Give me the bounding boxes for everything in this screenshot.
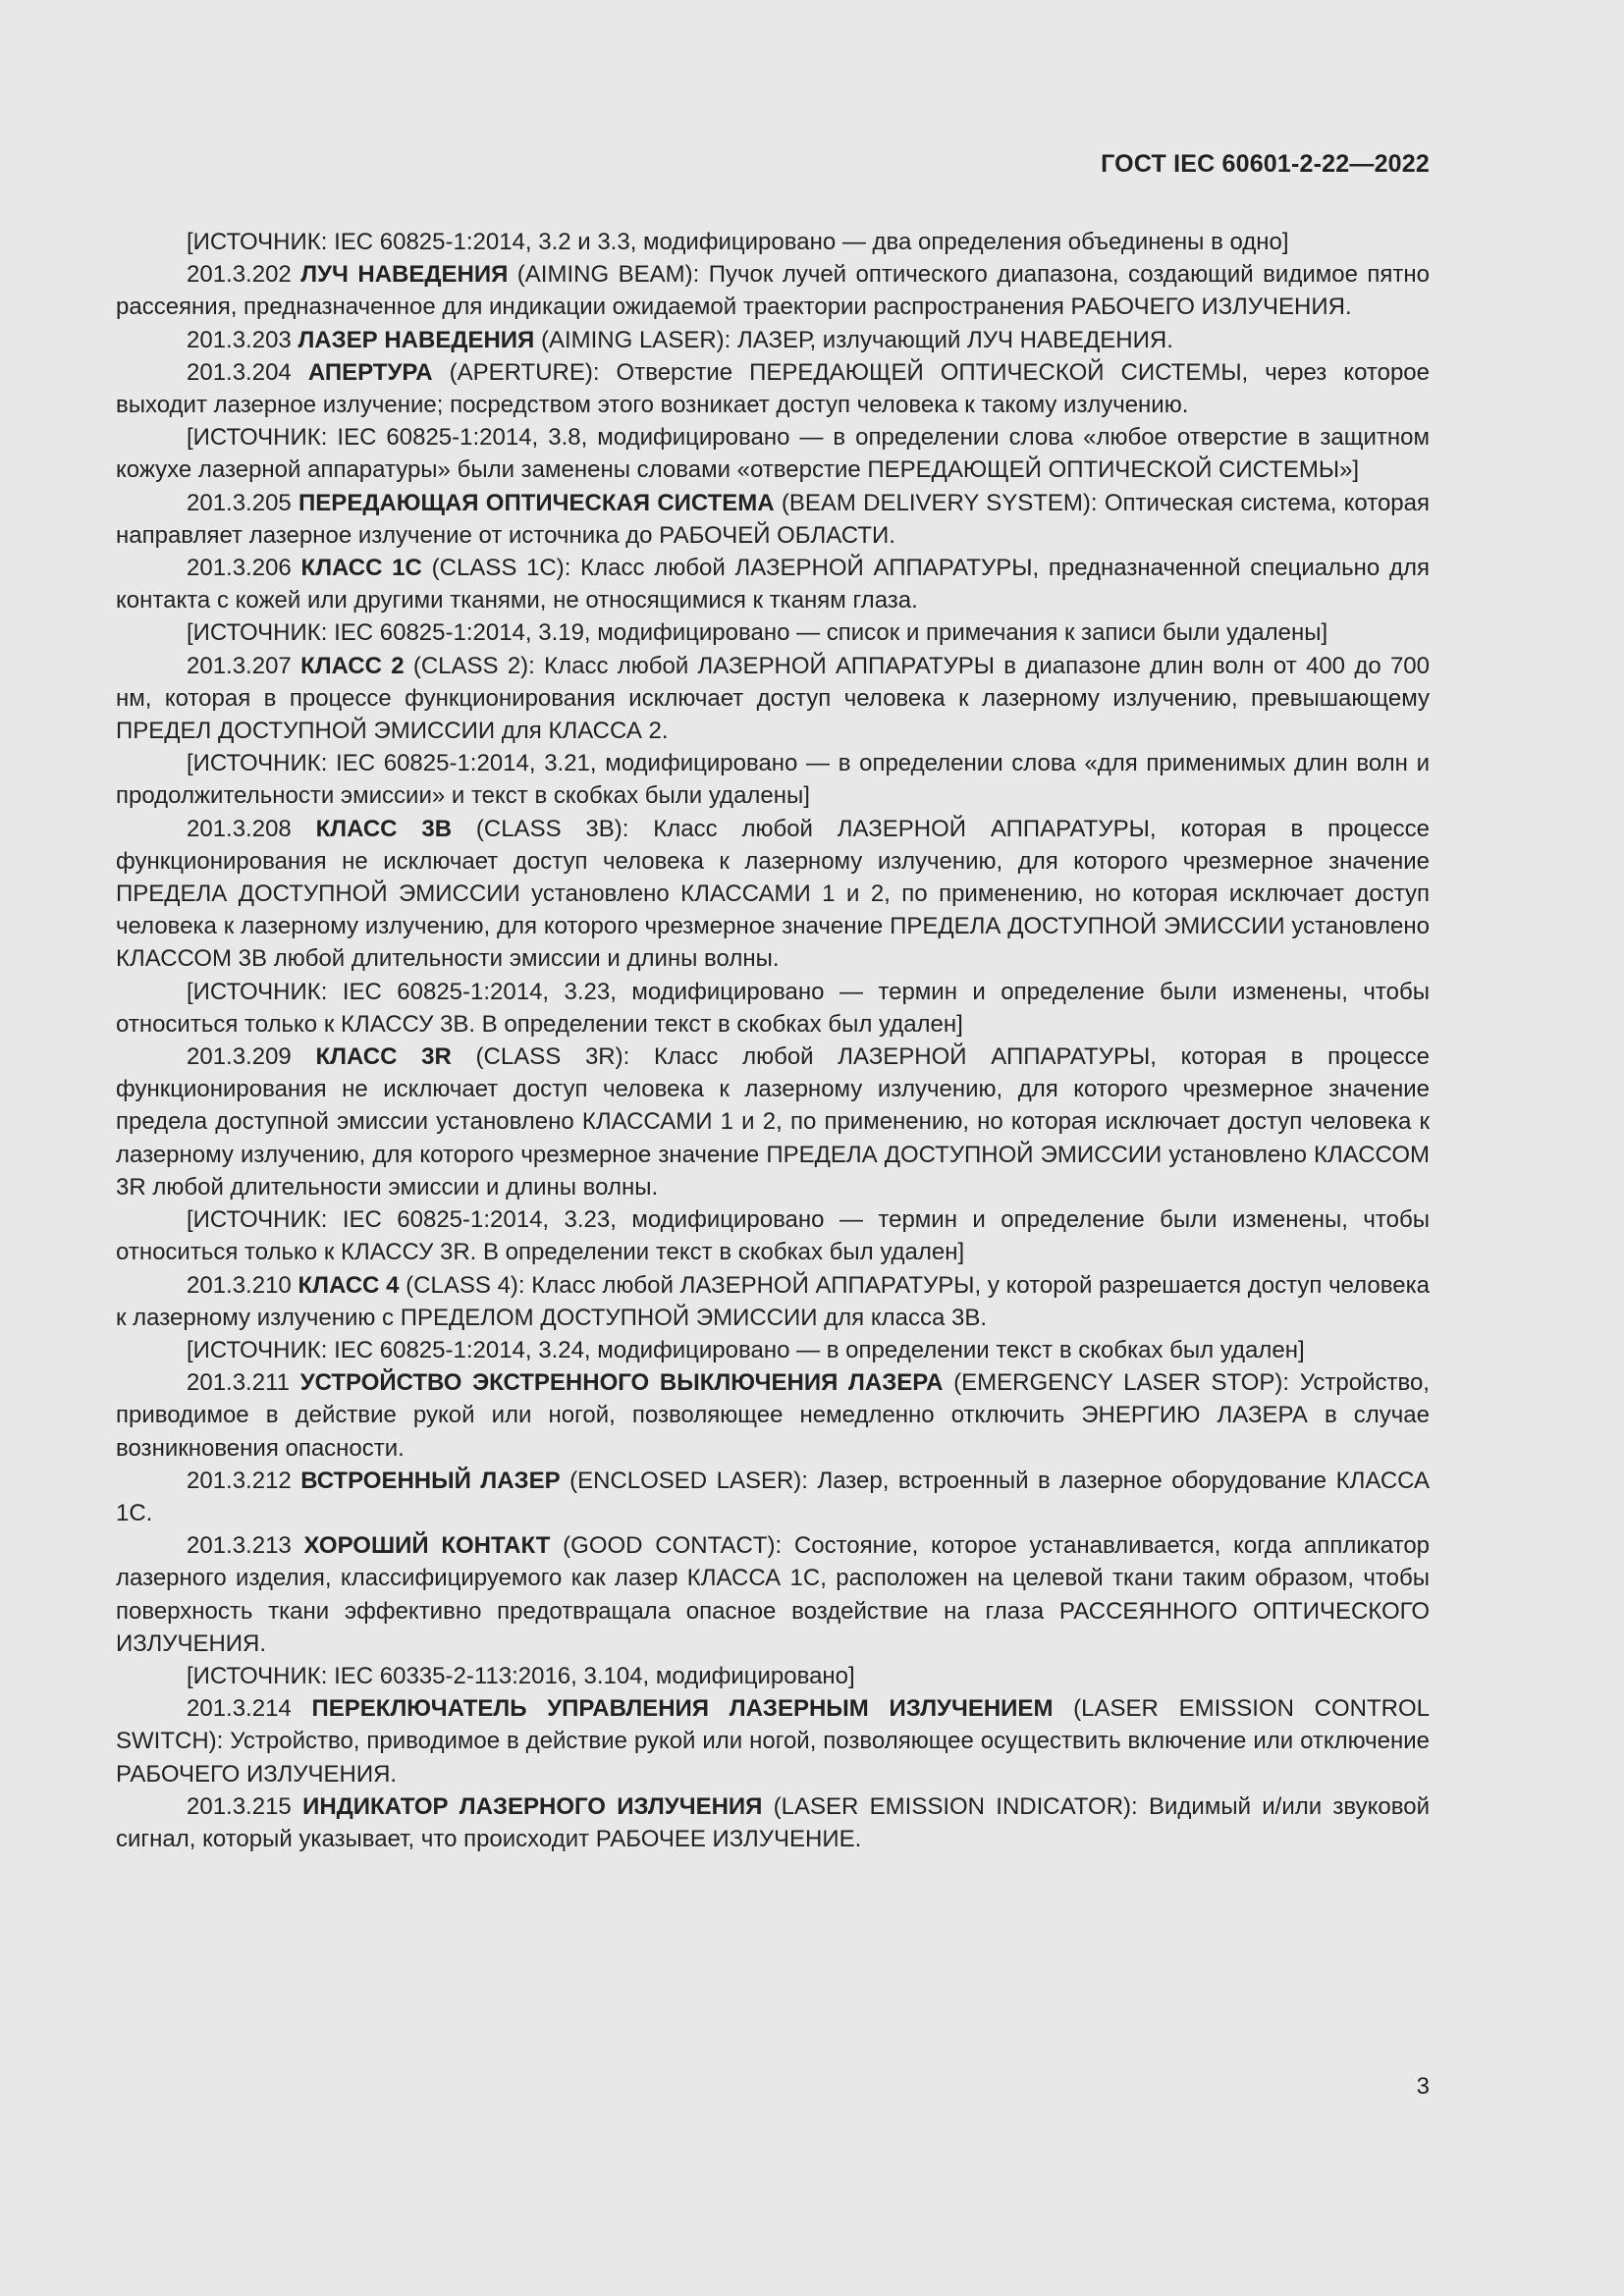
defined-term: КЛАСС 1C — [300, 555, 422, 582]
clause-number: 201.3.214 — [187, 1695, 292, 1723]
clause-number: 201.3.204 — [187, 358, 292, 386]
clause-number: 201.3.203 — [187, 326, 292, 353]
definition-paragraph — [116, 1041, 1430, 1203]
defined-term: ИНДИКАТОР ЛАЗЕРНОГО ИЗЛУЧЕНИЯ — [302, 1792, 763, 1820]
definition-text: (CLASS 3R): Класс любой ЛАЗЕРНОЙ АППАРАТУРЫ, которая в процессе функционирования не исключает доступ человека к лазерному излучению, для которого чрезмерное значение предела доступной эмиссии установлено КЛАССАМИ 1 и 2, по применению, но которая исключает доступ человека к лазерному излучению, для которого чрезмерное значение ПРЕДЕЛА ДОСТУПНОЙ ЭМИССИИ установлено КЛАССОМ 3R любой длительности эмиссии и длины волны. — [116, 1043, 1431, 1201]
defined-term: ЛУЧ НАВЕДЕНИЯ — [300, 261, 509, 289]
clause-number: 201.3.202 — [187, 261, 292, 289]
definition-text: (CLASS 4): Класс любой ЛАЗЕРНОЙ АППАРАТУРЫ, у которой разрешается доступ человека к лазерному излучению с ПРЕДЕЛОМ ДОСТУПНОЙ ЭМИССИИ для класса 3В. — [116, 1271, 1430, 1331]
defined-term: КЛАСС 2 — [300, 652, 405, 679]
definition-text: (LASER EMISSION INDICATOR): Видимый и/или звуковой сигнал, который указывает, что происходит РАБОЧЕЕ ИЗЛУЧЕНИЕ. — [116, 1792, 1430, 1852]
definition-text: (BEAM DELIVERY SYSTEM): Оптическая система, которая направляет лазерное излучение от источника до РАБОЧЕЙ ОБЛАСТИ. — [116, 489, 1430, 549]
clause-number: 201.3.212 — [187, 1467, 292, 1494]
defined-term: ПЕРЕКЛЮЧАТЕЛЬ УПРАВЛЕНИЯ ЛАЗЕРНЫМ ИЗЛУЧЕНИЕМ — [311, 1695, 1054, 1723]
definition-text: (CLASS 2): Класс любой ЛАЗЕРНОЙ АППАРАТУРЫ в диапазоне длин волн от 400 до 700 нм, которая в процессе функционирования исключает доступ человека к лазерному излучению, превышающему ПРЕДЕЛ ДОСТУПНОЙ ЭМИССИИ для КЛАССА 2. — [116, 652, 1430, 745]
defined-term: КЛАСС 3В — [315, 815, 453, 842]
definition-text: (AIMING LASER): ЛАЗЕР, излучающий ЛУЧ НАВЕДЕНИЯ. — [534, 326, 1173, 353]
source-note: [ИСТОЧНИК: IEC 60825-1:2014, 3.19, модифицировано — список и примечания к записи были удалены] — [187, 619, 1328, 647]
definition-text: (CLASS 3B): Класс любой ЛАЗЕРНОЙ АППАРАТУРЫ, которая в процессе функционирования не исключает доступ человека к лазерному излучению, для которого чрезмерное значение ПРЕДЕЛА ДОСТУПНОЙ ЭМИССИИ установлено КЛАССАМИ 1 и 2, по применению, но которая исключает доступ человека к лазерному излучению, для которого чрезмерное значение ПРЕДЕЛА ДОСТУПНОЙ ЭМИССИИ установлено КЛАССОМ 3В любой длительности эмиссии и длины волны. — [116, 815, 1431, 973]
document-id-header: ГОСТ IEC 60601-2-22—2022 — [1101, 150, 1430, 178]
clause-number: 201.3.207 — [187, 652, 292, 679]
clause-number: 201.3.213 — [187, 1532, 292, 1560]
definition-paragraph — [116, 1692, 1430, 1790]
source-note: [ИСТОЧНИК: IEC 60335-2-113:2016, 3.104, модифицировано] — [187, 1662, 855, 1689]
definition-text: (GOOD CONTACT): Состояние, которое устанавливается, когда аппликатор лазерного изделия, классифицируемого как лазер КЛАССА 1C, расположен на целевой ткани таким образом, чтобы поверхность ткани эффективно предотвращала опасное воздействие на глаза РАССЕЯННОГО ОПТИЧЕСКОГО ИЗЛУЧЕНИЯ. — [116, 1532, 1431, 1657]
clause-number: 201.3.208 — [187, 815, 292, 842]
source-note: [ИСТОЧНИК: IEC 60825-1:2014, 3.24, модифицировано — в определении текст в скобках был удален] — [187, 1336, 1305, 1363]
clause-number: 201.3.206 — [187, 555, 292, 582]
page-number: 3 — [1416, 2073, 1430, 2100]
defined-term: ХОРОШИЙ КОНТАКТ — [303, 1532, 551, 1560]
source-note: [ИСТОЧНИК: IEC 60825-1:2014, 3.21, модифицировано — в определении слова «для применимых длин волн и продолжительности эмиссии» и текст в скобках были удалены] — [116, 750, 1430, 810]
source-note: [ИСТОЧНИК: IEC 60825-1:2014, 3.2 и 3.3, модифицировано — два определения объединены в одно] — [187, 229, 1289, 255]
definition-text: (APERTURE): Отверстие ПЕРЕДАЮЩЕЙ ОПТИЧЕСКОЙ СИСТЕМЫ, через которое выходит лазерное излучение; посредством этого возникает доступ человека к такому излучению. — [116, 358, 1430, 419]
defined-term: ВСТРОЕННЫЙ ЛАЗЕР — [300, 1467, 561, 1494]
defined-term: ПЕРЕДАЮЩАЯ ОПТИЧЕСКАЯ СИСТЕМА — [298, 489, 775, 516]
definition-paragraph — [116, 487, 1430, 552]
definition-text: (ENCLOSED LASER): Лазер, встроенный в лазерное оборудование КЛАССА 1C. — [116, 1467, 1430, 1526]
clause-number: 201.3.210 — [187, 1271, 292, 1299]
definition-paragraph — [116, 258, 1430, 323]
definition-paragraph — [116, 1269, 1430, 1334]
definition-paragraph — [116, 813, 1430, 976]
definition-paragraph — [116, 650, 1430, 748]
definition-paragraph — [116, 1529, 1430, 1660]
definition-paragraph — [116, 356, 1430, 421]
definition-paragraph — [116, 1465, 1430, 1529]
definition-paragraph — [116, 1790, 1430, 1855]
clause-number: 201.3.205 — [187, 489, 292, 516]
defined-term: АПЕРТУРА — [307, 358, 433, 386]
defined-term: УСТРОЙСТВО ЭКСТРЕННОГО ВЫКЛЮЧЕНИЯ ЛАЗЕРА — [299, 1369, 944, 1397]
definition-text: (EMERGENCY LASER STOP): Устройство, приводимое в действие рукой или ногой, позволяющее немедленно отключить ЭНЕРГИЮ ЛАЗЕРА в случае возникновения опасности. — [116, 1369, 1430, 1462]
definition-text: (LASER EMISSION CONTROL SWITCH): Устройство, приводимое в действие рукой или ногой, позволяющее осуществить включение или отключение РАБОЧЕГО ИЗЛУЧЕНИЯ. — [116, 1695, 1431, 1788]
definition-paragraph — [116, 552, 1430, 616]
source-note: [ИСТОЧНИК: IEC 60825-1:2014, 3.23, модифицировано — термин и определение были изменены, чтобы относиться только к КЛАССУ 3R. В определении текст в скобках был удален] — [116, 1206, 1430, 1266]
defined-term: КЛАСС 3R — [315, 1043, 452, 1071]
document-body — [116, 226, 1430, 1855]
source-note: [ИСТОЧНИК: IEC 60825-1:2014, 3.23, модифицировано — термин и определение были изменены, чтобы относиться только к КЛАССУ 3В. В определении текст в скобках был удален] — [116, 978, 1430, 1038]
definition-paragraph — [116, 324, 1430, 356]
definition-text: (AIMING BEAM): Пучок лучей оптического диапазона, создающий видимое пятно рассеяния, предназначенное для индикации ожидаемой траектории распространения РАБОЧЕГО ИЗЛУЧЕНИЯ. — [116, 261, 1431, 321]
defined-term: КЛАСС 4 — [298, 1271, 400, 1299]
clause-number: 201.3.209 — [187, 1043, 292, 1071]
source-note: [ИСТОЧНИК: IEC 60825-1:2014, 3.8, модифицировано — в определении слова «любое отверстие в защитном кожухе лазерной аппаратуры» были заменены словами «отверстие ПЕРЕДАЮЩЕЙ ОПТИЧЕСКОЙ СИСТЕМЫ»] — [116, 424, 1430, 484]
defined-term: ЛАЗЕР НАВЕДЕНИЯ — [298, 326, 535, 353]
definition-text: (CLASS 1C): Класс любой ЛАЗЕРНОЙ АППАРАТУРЫ, предназначенной специально для контакта с кожей или другими тканями, не относящимися к тканям глаза. — [116, 555, 1431, 614]
clause-number: 201.3.211 — [187, 1369, 290, 1397]
definition-paragraph — [116, 1366, 1430, 1465]
clause-number: 201.3.215 — [187, 1792, 292, 1820]
